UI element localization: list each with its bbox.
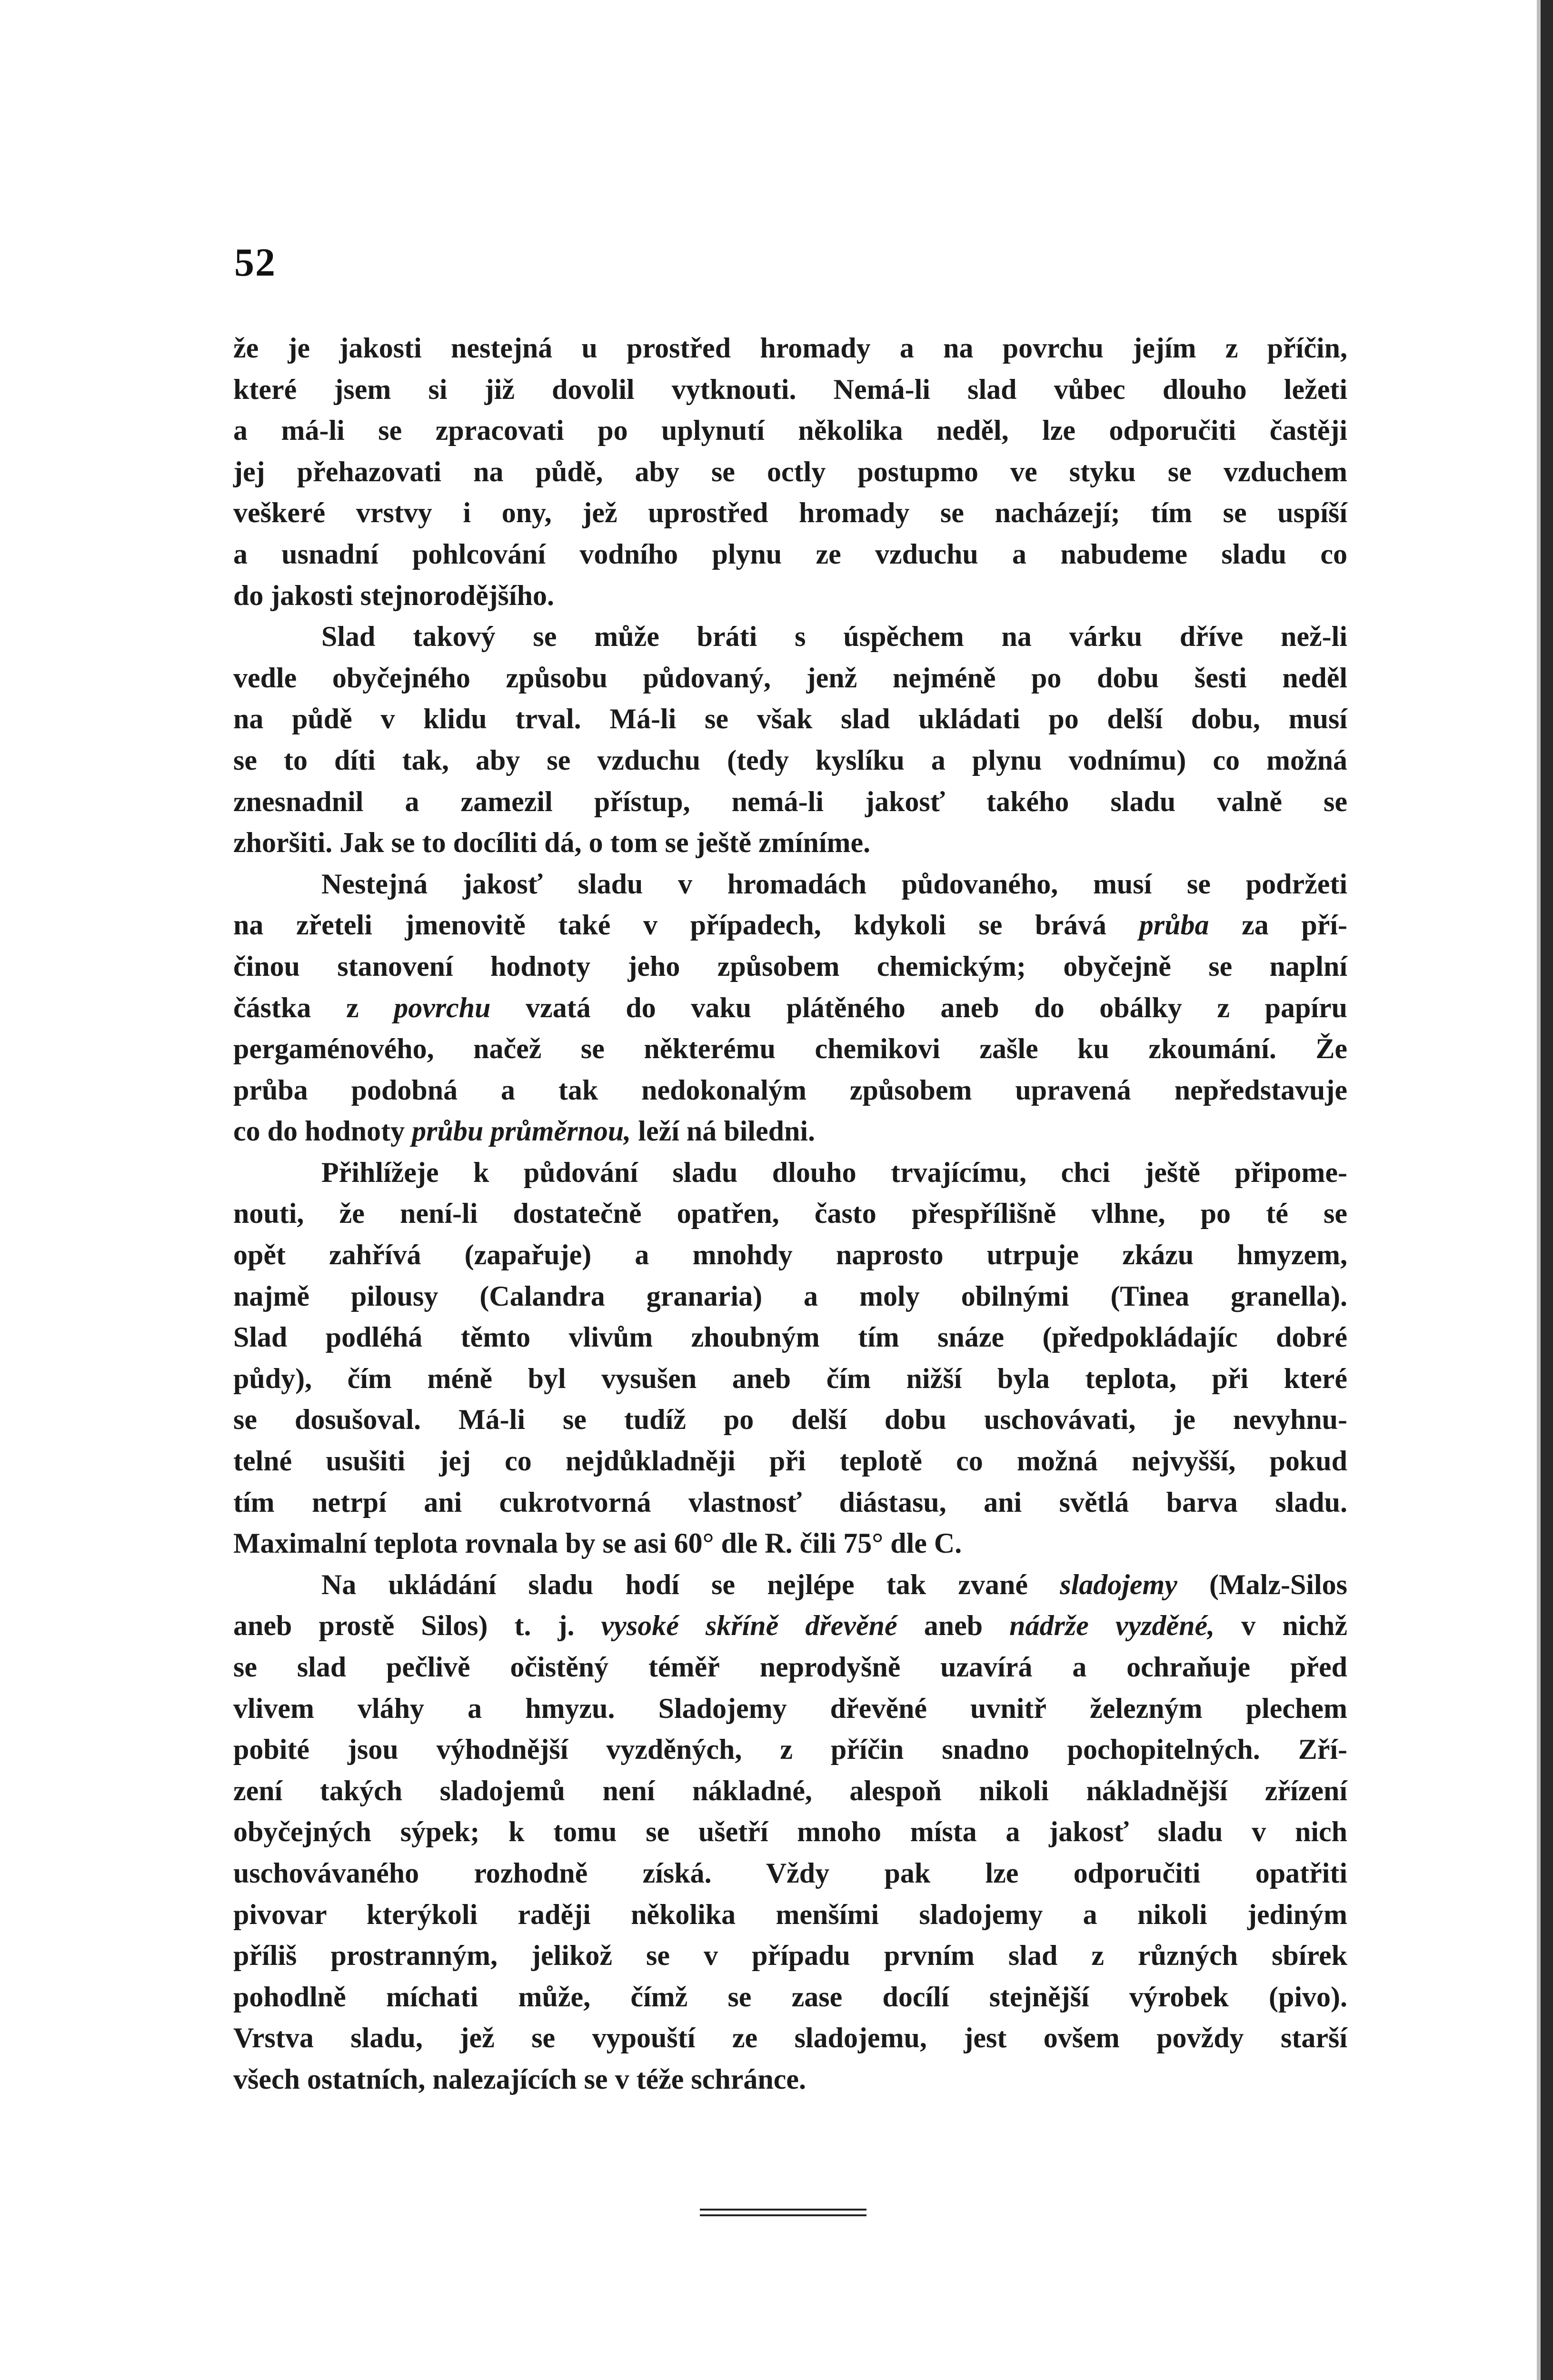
text-line: zhoršiti. Jak se to docíliti dá, o tom se ještě zmíníme. — [233, 827, 871, 859]
text-line: a má-li se zpracovati po uplynutí několika neděl, lze odporučiti častěji — [233, 415, 1347, 446]
text-line: pivovar kterýkoli raději několika menšími sladojemy a nikoli jediným — [233, 1898, 1347, 1930]
text-line: pobité jsou výhodnější vyzděných, z příčin snadno pochopitelných. Zří- — [233, 1734, 1347, 1765]
text-line: na půdě v klidu trval. Má-li se však slad ukládati po delší dobu, musí — [233, 703, 1347, 735]
text-line: příliš prostranným, jelikož se v případu prvním slad z různých sbírek — [233, 1940, 1347, 1972]
text-line: opět zahřívá (zapařuje) a mnohdy naprosto utrpuje zkázu hmyzem, — [233, 1239, 1347, 1271]
text-line: veškeré vrstvy i ony, jež uprostřed hromady se nacházejí; tím se uspíší — [233, 497, 1347, 529]
text-line: Nestejná jakosť sladu v hromadách půdovaného, musí se podržeti — [321, 868, 1347, 900]
text-line: do jakosti stejnorodějšího. — [233, 579, 554, 611]
text-line: všech ostatních, nalezajících se v téže schránce. — [233, 2063, 806, 2095]
text-line: půdy), čím méně byl vysušen aneb čím nižší byla teplota, při které — [233, 1362, 1347, 1394]
text-line: Vrstva sladu, jež se vypouští ze sladojemu, jest ovšem povždy starší — [233, 2022, 1347, 2054]
text-line: Na ukládání sladu hodí se nejlépe tak zvané sladojemy (Malz-Silos — [321, 1568, 1348, 1600]
text-line: vlivem vláhy a hmyzu. Sladojemy dřevěné uvnitř železným plechem — [233, 1692, 1347, 1724]
text-line: které jsem si již dovolil vytknouti. Nemá-li slad vůbec dlouho ležeti — [233, 373, 1347, 405]
text-line: že je jakosti nestejná u prostřed hromady a na povrchu jejím z příčin, — [233, 332, 1347, 364]
text-line: znesnadnil a zamezil přístup, nemá-li jakosť takého sladu valně se — [233, 785, 1347, 817]
body-text — [233, 327, 1347, 2100]
end-double-rule — [700, 2209, 866, 2216]
page-number: 52 — [234, 240, 276, 285]
text-line: zení takých sladojemů není nákladné, alespoň nikoli nákladnější zřízení — [233, 1775, 1347, 1806]
page-edge — [1541, 0, 1553, 2380]
text-line: aneb prostě Silos) t. j. vysoké skříně dřevěné aneb nádrže vyzděné, v nichž — [233, 1610, 1348, 1642]
text-line: obyčejných sýpek; k tomu se ušetří mnoho místa a jakosť sladu v nich — [233, 1816, 1347, 1848]
text-line: tím netrpí ani cukrotvorná vlastnosť diástasu, ani světlá barva sladu. — [233, 1486, 1347, 1518]
text-line: vedle obyčejného způsobu půdovaný, jenž nejméně po dobu šesti neděl — [233, 662, 1347, 694]
text-line: co do hodnoty průbu průměrnou, leží ná biledni. — [233, 1115, 816, 1147]
text-line: telné usušiti jej co nejdůkladněji při teplotě co možná nejvyšší, pokud — [233, 1445, 1347, 1477]
text-line: pergaménového, načež se některému chemikovi zašle ku zkoumání. Že — [233, 1033, 1347, 1065]
text-line: Maximalní teplota rovnala by se asi 60° dle R. čili 75° dle C. — [233, 1527, 962, 1559]
text-line: jej přehazovati na půdě, aby se octly postupmo ve styku se vzduchem — [233, 456, 1347, 487]
text-line: a usnadní pohlcování vodního plynu ze vzduchu a nabudeme sladu co — [233, 538, 1347, 570]
text-line: částka z povrchu vzatá do vaku plátěného aneb do obálky z papíru — [233, 992, 1347, 1023]
text-line: Přihlížeje k půdování sladu dlouho trvajícímu, chci ještě připome- — [321, 1156, 1347, 1188]
page-edge-shade — [1537, 0, 1541, 2380]
text-line: Slad takový se může bráti s úspěchem na várku dříve než-li — [321, 621, 1347, 653]
text-line: na zřeteli jmenovitě také v případech, kdykoli se brává průba za pří- — [233, 909, 1348, 941]
text-line: se to díti tak, aby se vzduchu (tedy kyslíku a plynu vodnímu) co možná — [233, 744, 1347, 776]
text-line: pohodlně míchati může, čímž se zase docílí stejnější výrobek (pivo). — [233, 1981, 1347, 2013]
text-line: uschovávaného rozhodně získá. Vždy pak lze odporučiti opatřiti — [233, 1857, 1347, 1889]
text-line: Slad podléhá těmto vlivům zhoubným tím snáze (předpokládajíc dobré — [233, 1321, 1347, 1353]
text-line: činou stanovení hodnoty jeho způsobem chemickým; obyčejně se naplní — [233, 950, 1347, 982]
text-line: najmě pilousy (Calandra granaria) a moly obilnými (Tinea granella). — [233, 1280, 1347, 1312]
text-line: se slad pečlivě očistěný téměř neprodyšně uzavírá a ochraňuje před — [233, 1651, 1347, 1683]
text-line: se dosušoval. Má-li se tudíž po delší dobu uschovávati, je nevyhnu- — [233, 1404, 1347, 1436]
text-line: průba podobná a tak nedokonalým způsobem upravená nepředstavuje — [233, 1074, 1347, 1106]
text-line: nouti, že není-li dostatečně opatřen, často přespřílišně vlhne, po té se — [233, 1198, 1347, 1230]
